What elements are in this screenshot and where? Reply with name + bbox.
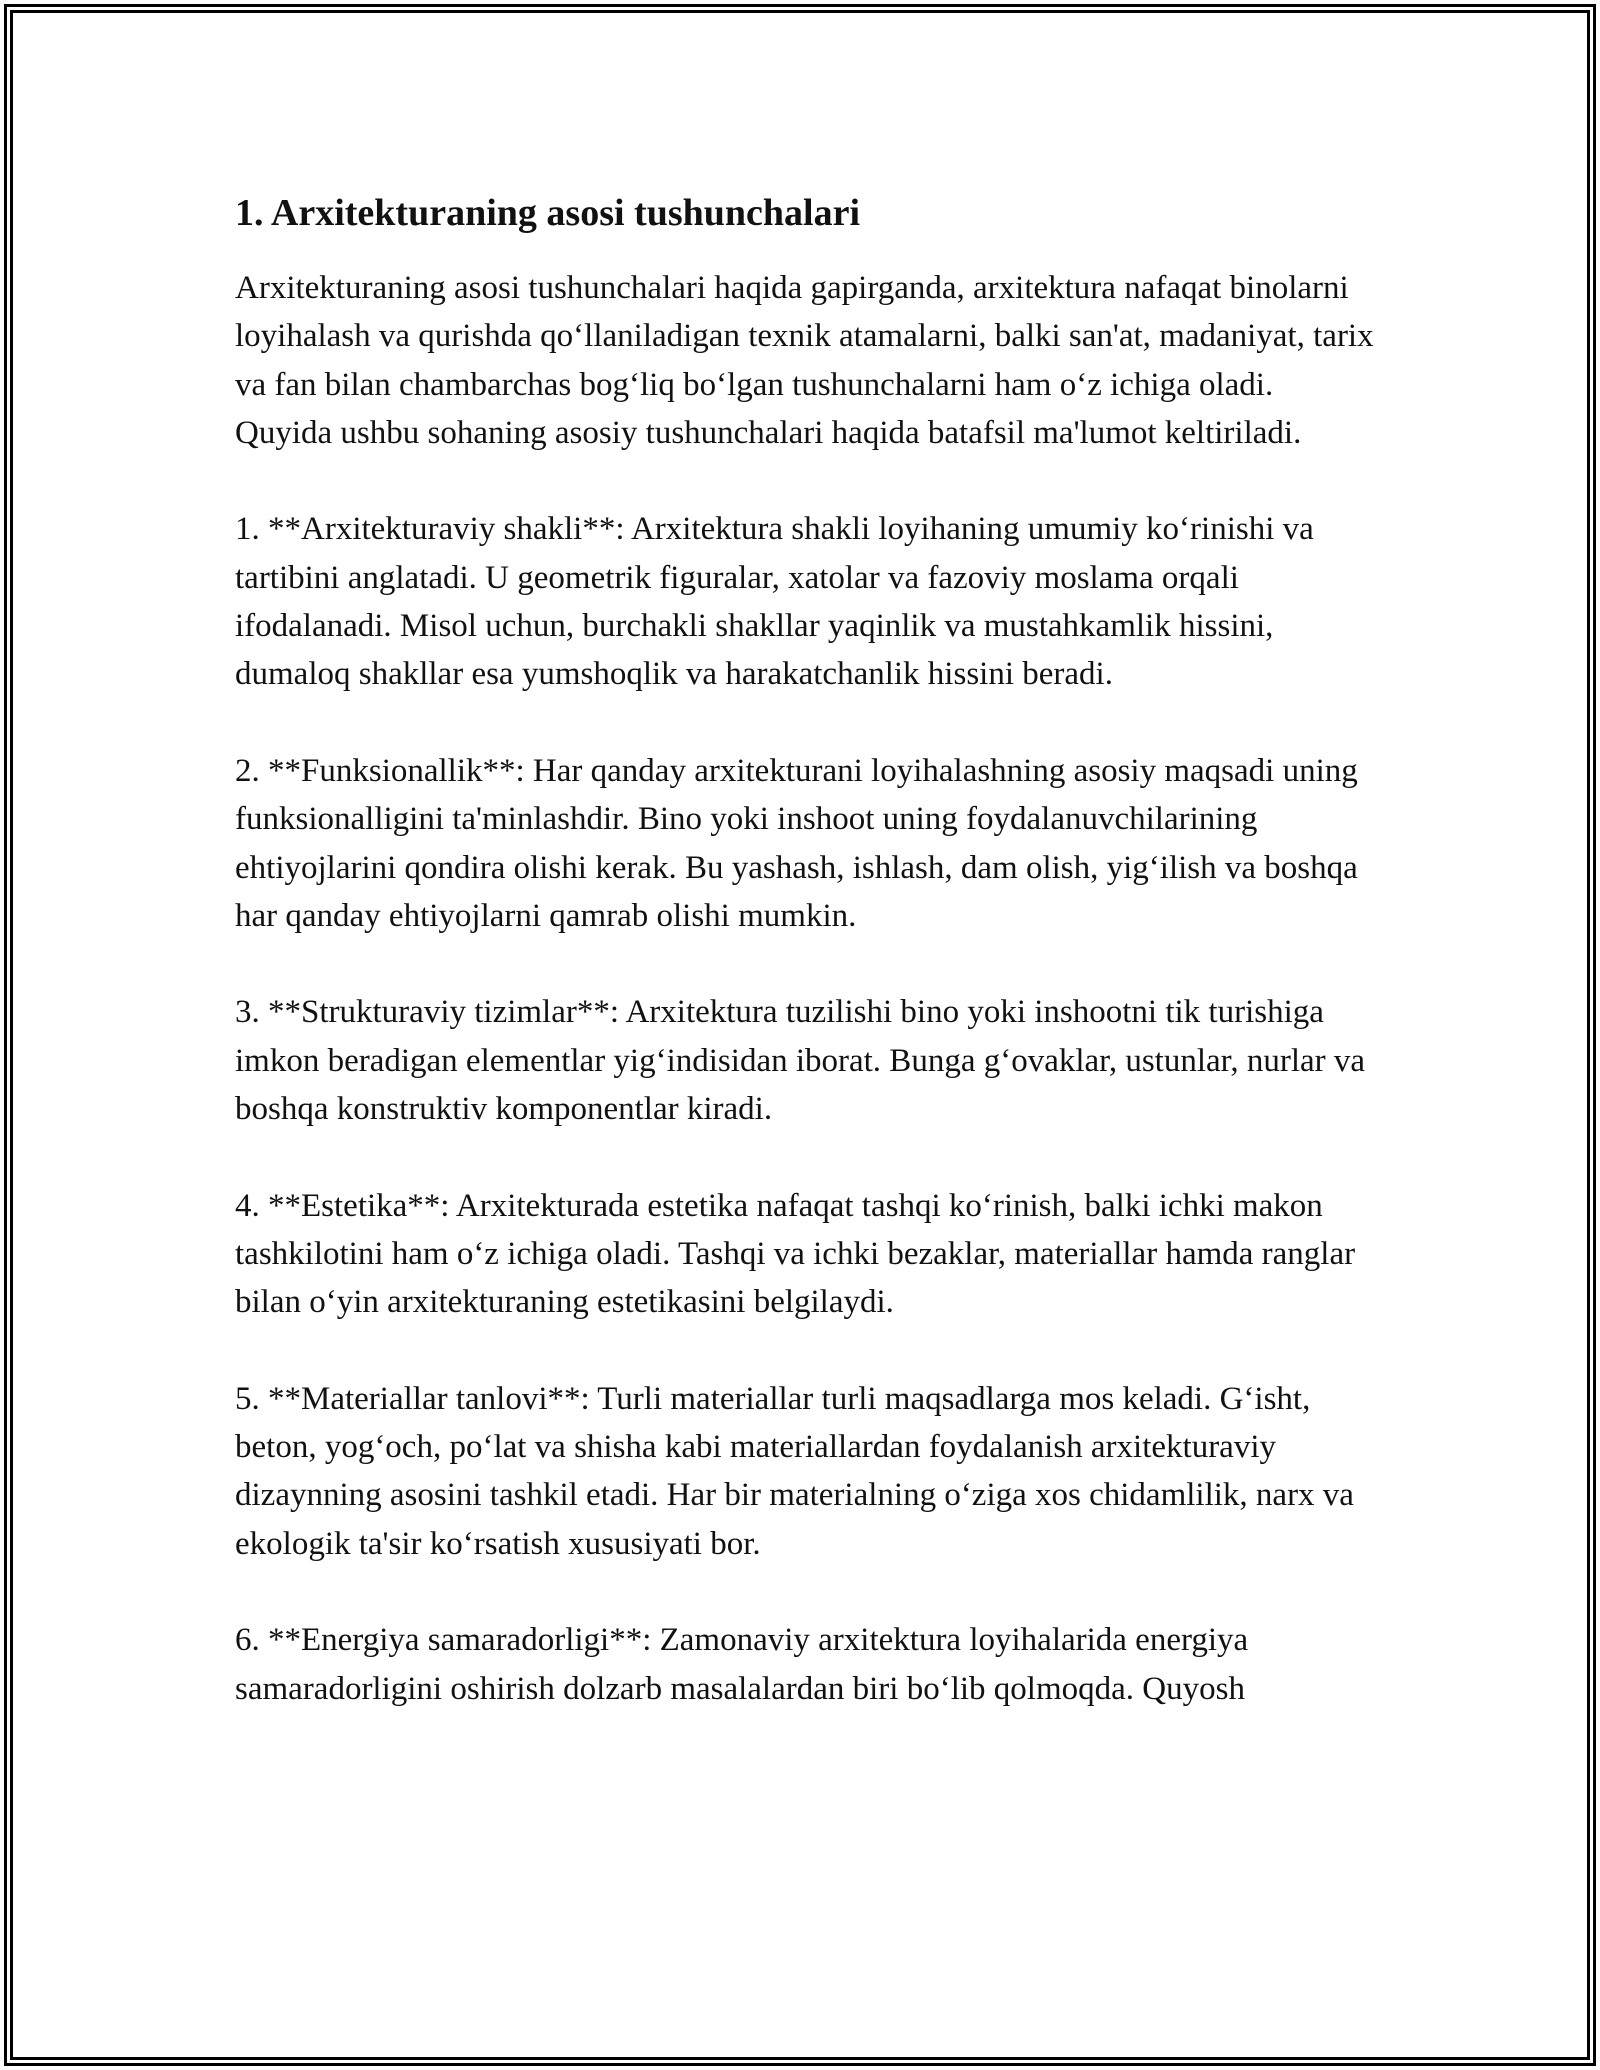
list-item-architectural-form: 1. **Arxitekturaviy shakli**: Arxitektura shakli loyihaning umumiy ko‘rinishi va tartibini anglatadi. U geometrik figuralar, xatolar va fazoviy moslama orqali ifodalanadi. Misol uchun, burchakli shakllar yaqinlik va mustahkamlik hissini, dumaloq shakllar esa yumshoqlik va harakatchanlik hissini beradi. — [235, 511, 1314, 693]
document-title: 1. Arxitekturaning asosi tushunchalari — [235, 192, 860, 234]
list-item-structural-systems: 3. **Strukturaviy tizimlar**: Arxitektura tuzilishi bino yoki inshootni tik turishiga imkon beradigan elementlar yig‘indisidan iborat. Bunga g‘ovaklar, ustunlar, nurlar va boshqa konstruktiv komponentlar kiradi. — [235, 994, 1366, 1128]
list-item-aesthetics: 4. **Estetika**: Arxitekturada estetika nafaqat tashqi ko‘rinish, balki ichki makon tashkilotini ham o‘z ichiga oladi. Tashqi va ichki bezaklar, materiallar hamda ranglar bilan o‘yin arxitekturaning estetikasini belgilaydi. — [235, 1187, 1356, 1321]
intro-paragraph: Arxitekturaning asosi tushunchalari haqida gapirganda, arxitektura nafaqat binolarni loyihalash va qurishda qo‘llaniladigan texnik atamalarni, balki san'at, madaniyat, tarix va fan bilan chambarchas bog‘liq bo‘lgan tushunchalarni ham o‘z ichiga oladi. Quyida ushbu sohaning asosiy tushunchalari haqida batafsil ma'lumot keltiriladi. — [235, 270, 1374, 451]
document-body — [235, 188, 1375, 1713]
list-item-functionality: 2. **Funksionallik**: Har qanday arxitekturani loyihalashning asosiy maqsadi uning funksionalligini ta'minlashdir. Bino yoki inshoot uning foydalanuvchilarining ehtiyojlarini qondira olishi kerak. Bu yashash, ishlash, dam olish, yig‘ilish va boshqa har qanday ehtiyojlarni qamrab olishi mumkin. — [235, 752, 1358, 934]
list-item-energy-efficiency: 6. **Energiya samaradorligi**: Zamonaviy arxitektura loyihalarida energiya samaradorligini oshirish dolzarb masalalardan biri bo‘lib qolmoqda. Quyosh — [235, 1622, 1249, 1707]
list-item-material-choice: 5. **Materiallar tanlovi**: Turli materiallar turli maqsadlarga mos keladi. G‘isht, beton, yog‘och, po‘lat va shisha kabi materiallardan foydalanish arxitekturaviy dizaynning asosini tashkil etadi. Har bir materialning o‘ziga xos chidamlilik, narx va ekologik ta'sir ko‘rsatish xususiyati bor. — [235, 1380, 1354, 1562]
